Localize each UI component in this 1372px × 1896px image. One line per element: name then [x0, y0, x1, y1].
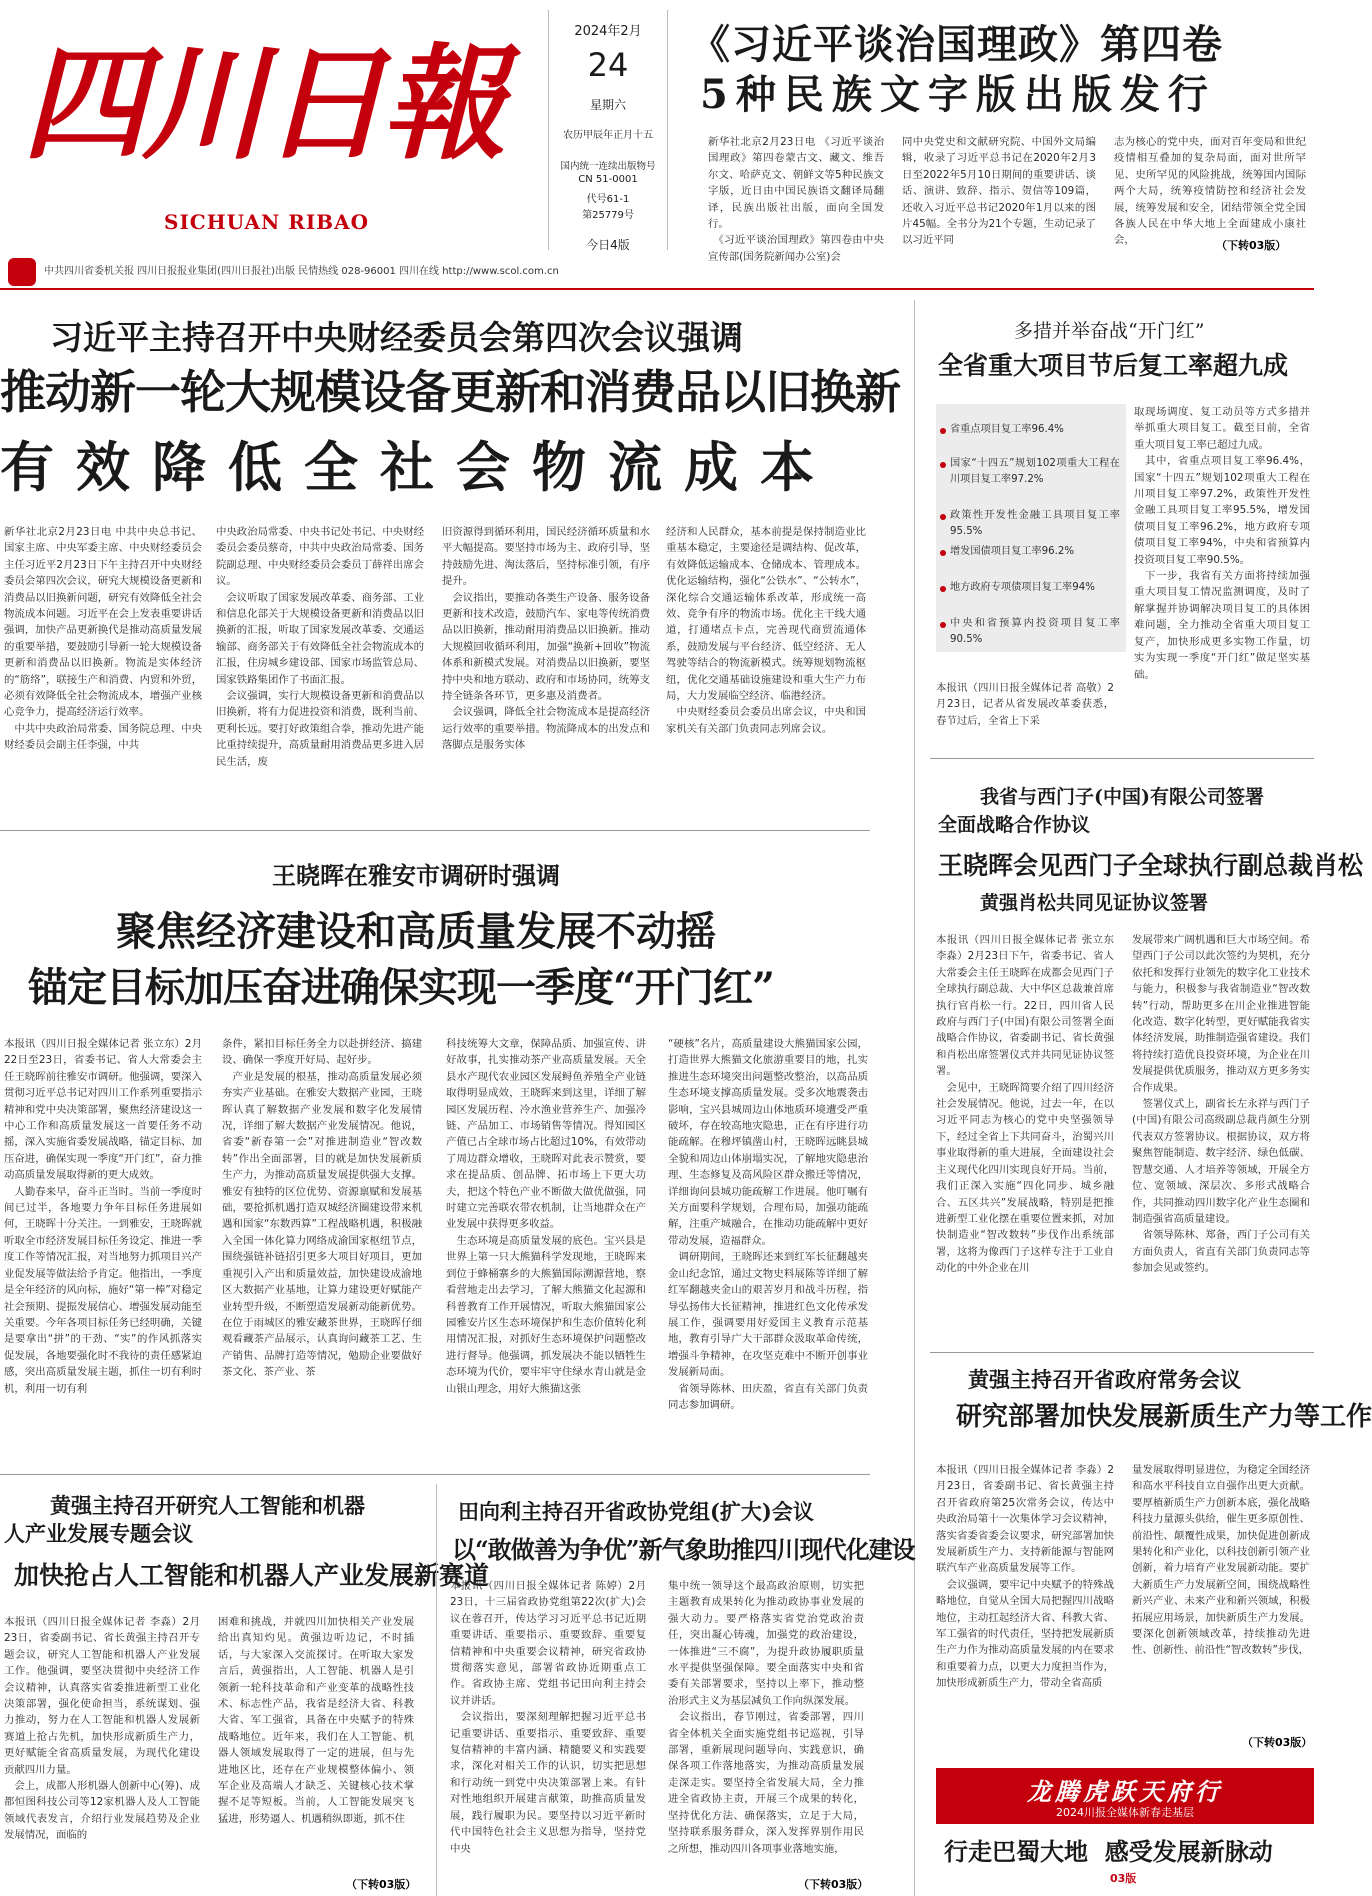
- bullet-icon: [940, 514, 946, 520]
- stat-1: 省重点项目复工率96.4%: [950, 424, 1064, 435]
- main-col-1: 新华社北京2月23日电 中共中央总书记、国家主席、中央军委主席、中央财经委员会主任习近平2月23日下午主持召开中央财经委员会第四次会议，研究大规模设备更新和消费品以旧换新问题，研究有效降低全社会物流成本问题。习近平在会上发表重要讲话强调，加快产品更新换代是推动高质量发展的重要举措，要鼓励引导新一轮大规模设备更新和消费品以旧换新。物流是实体经济的“筋络”，联接生产和消费、内贸和外贸，必须有效降低全社会物流成本，增强产业核心竞争力，提高经济运行效率。 中共中央政治局常委、国务院总理、中央财经委员会副主任李强，中共: [4, 526, 202, 752]
- publisher-icon: [8, 258, 36, 286]
- right1-bottom: 本报讯（四川日报全媒体记者 高敬）2月23日，记者从省发展改革委获悉，春节过后，全省上下采: [936, 682, 1114, 727]
- yaan-kicker: 王晓晖在雅安市调研时强调: [272, 861, 560, 890]
- huang-title: 研究部署加快发展新质生产力等工作: [956, 1402, 1372, 1432]
- stat-5: 地方政府专项债项目复工率94%: [950, 582, 1095, 593]
- ai-kicker-2: 人产业发展专题会议: [4, 1521, 193, 1546]
- top-story-col-1: 新华社北京2月23日电 《习近平谈治国理政》第四卷蒙古文、藏文、维吾尔文、哈萨克文、朝鲜文等5种民族文字版，近日由中国民族语文翻译局翻译，民族出版社出版，面向全国发行。 《习近平谈治国理政》第四卷由中央宣传部(国务院新闻办公室)会: [708, 136, 884, 263]
- right1-title: 全省重大项目节后复工率超九成: [938, 351, 1289, 380]
- stat-3: 政策性开发性金融工具项目复工率95.5%: [950, 510, 1120, 538]
- huang-kicker: 黄强主持召开省政府常务会议: [968, 1367, 1241, 1392]
- siemens-subtitle: 黄强肖松共同见证协议签署: [980, 892, 1209, 914]
- issue-day: 24: [587, 46, 629, 84]
- tian-col-2: 集中统一领导这个最高政治原则，切实把主题教育成果转化为推动政协事业发展的强大动力。要严格落实省党治党政治责任，突出凝心铸魂，加强党的政治建设，一体推进“三不腐”，为提升政协履职质量水平提供坚强保障。要全面落实中央和省委有关部署要求，坚持以上率下，推动整治形式主义为基层减负工作向纵深发展。 会议指出，春节刚过，省委部署，四川省全体机关全面实施党组书记巡视，引导部署，重新展现问题导向、实践意识，确保各项工作落地落实，为推动高质量发展走深走实。要坚持全省发展大局，全力推进全省政协主责，开展三个成果的转化，坚持优化方法、确保落实，立足于大局，坚持联系服务群众，深入发挥界别作用民之所想，推动四川各项事业落地实施，: [668, 1580, 864, 1855]
- logo-pinyin: SICHUAN RIBAO: [164, 210, 370, 234]
- top-story-col-2: 同中央党史和文献研究院、中国外文局编辑，收录了习近平总书记在2020年2月3日至2022年5月10日期间的重要讲话、谈话、演讲、致辞、指示、贺信等109篇，还收入习近平总书记2020年1月以来的图片45幅。全书分为21个专题，生动记录了以习近平同: [902, 136, 1096, 247]
- divider-ai-tian: [436, 1484, 437, 1896]
- divider-yaan: [0, 1474, 870, 1475]
- siemens-title: 王晓晖会见西门子全球执行副总裁肖松: [938, 851, 1364, 880]
- issue-month: 2024年2月: [574, 24, 642, 39]
- main-col-4: 经济和人民群众，基本前提是保持制造业比重基本稳定，主要途径是调结构、促改革，有效降低运输成本、仓储成本、管理成本。优化运输结构，强化“公铁水”、“公转水”，深化综合交通运输体系改革，形成统一高效、竞争有序的物流市场。优化主干线大通道，打通堵点卡点，完善现代商贸流通体系，鼓励发展与平台经济、低空经济、无人驾驶等结合的物流新模式。统筹规划物流枢纽，优化交通基础设施建设和重大生产力布局，大力发展临空经济、临港经济。 中央财经委员会委员出席会议，中央和国家机关有关部门负责同志列席会议。: [666, 526, 866, 735]
- issue-number: 第25779号: [582, 210, 634, 221]
- huang-continued: （下转03版）: [1242, 1736, 1313, 1749]
- issue-info-box: [548, 10, 668, 250]
- top-story-title-1: 《习近平谈治国理政》第四卷: [690, 21, 1223, 68]
- issue-lunar: 农历甲辰年正月十五: [563, 130, 653, 141]
- huang-col-1: 本报讯（四川日报全媒体记者 李淼）2月23日，省委副书记、省长黄强主持召开省政府第25次常务会议，传达中央政治局第十一次集体学习会议精神，落实省委省委会议要求，研究部署加快发展新质生产力、支持新能源与智能网联汽车产业高质量发展等工作。 会议强调，要牢记中央赋予的特殊战略地位，自觉从全国大局把握四川战略地位，主动扛起经济大省、科教大省、军工强省的时代责任，坚持把发展新质生产力作为推动高质量发展的内在要求和重要着力点，以更大力度担当作为，加快形成新质生产力，带动全省高质: [936, 1464, 1114, 1690]
- right1-col: 取现场调度、复工动员等方式多措并举抓重大项目复工。截至目前，全省重大项目复工率已超过九成。 其中，省重点项目复工率96.4%，国家“十四五”规划102项重大工程在川项目复工率97.2%，政策性开发性金融工具项目复工率95.5%，增发国债项目复工率96.2%，地方政府专项债项目复工率94%，中央和省预算内投资项目复工率90.5%。 下一步，我省有关方面将持续加强重大项目复工情况监测调度，及时了解掌握并协调解决项目复工的具体困难问题，全力推动全省重大项目复工复产，加快形成更多实物工作量，切实为实现一季度“开门红”做足坚实基础。: [1134, 406, 1310, 681]
- promo-title: 龙腾虎跃天府行: [1027, 1777, 1223, 1806]
- tian-kicker: 田向利主持召开省政协党组(扩大)会议: [458, 1499, 814, 1524]
- divider-right-2: [930, 1352, 1314, 1353]
- tian-title: 以“敢做善为争优”新气象助推四川现代化建设: [452, 1535, 915, 1564]
- bullet-icon: [940, 428, 946, 434]
- stat-4: 增发国债项目复工率96.2%: [950, 546, 1075, 557]
- publisher-line: 中共四川省委机关报 四川日报报业集团(四川日报社)出版 民情热线 028-96001 四川在线 http://www.scol.com.cn: [44, 266, 559, 277]
- tian-col-1: 本报讯（四川日报全媒体记者 陈婷）2月23日，十三届省政协党组第22次(扩大)会议在蓉召开，传达学习习近平总书记近期重要讲话、重要指示、重要致辞、重要复信精神和中央重要会议精神，研究省政协贯彻落实意见，部署省政协近期重点工作。省政协主席、党组书记田向利主持会议并讲话。 会议指出，要深刻理解把握习近平总书记重要讲话、重要指示、重要致辞、重要复信精神的丰富内涵、精髓要义和实践要求，深化对相关工作的认识，切实把思想和行动统一到党中央决策部署上来。有针对性地组织开展建言献策，助推高质量发展，践行履职为民。要坚持以习近平新时代中国特色社会主义思想为指导，坚持党中央: [450, 1580, 646, 1855]
- right1-stats-box: [936, 404, 1126, 652]
- stat-2: 国家“十四五”规划102项重大工程在川项目复工率97.2%: [950, 458, 1120, 486]
- ai-title: 加快抢占人工智能和机器人产业发展新赛道: [14, 1561, 490, 1590]
- huang-col-2: 量发展取得明显进位，为稳定全国经济和高水平科技自立自强作出更大贡献。要厚植新质生产力创新本底，强化战略科技力量源头供给，催生更多原创性、前沿性、颠覆性成果，加快促进创新成果转化和产业化，以科技创新引领产业创新，着力培育产业发展新动能。要扩大新质生产力发展新空间，围绕战略性新兴产业、未来产业和新兴领域，积极拓展应用场景，加快新质生产力发展。要深化创新领域改革，持续推动先进性、创新性、前沿性“智改数转”步伐，: [1132, 1464, 1310, 1657]
- bullet-icon: [940, 462, 946, 468]
- yaan-col-2: 条件，紧扣目标任务全力以赴拼经济、搞建设、确保一季度开好局、起好步。 产业是发展的根基，推动高质量发展必须夯实产业基础。在雅安大数据产业园，王晓晖认真了解数据产业发展和数字化发展情况，详细了解大数据产业发展情况。他说，省委“新春第一会”对推进制造业“智改数转”作出全面部署，目的就是加快发展新质生产力，为推动高质量发展提供强大支撑。雅安有独特的区位优势、资源禀赋和发展基础，要抢抓机遇打造双城经济圈建设带来机遇和国家“东数西算”工程战略机遇，积极融入全国一体化算力网络成渝国家枢纽节点，围绕强链补链招引更多大项目好项目，更加重视引入产出和质量效益，加快建设成渝地区大数据产业基地，让算力建设更好赋能产业转型升级，不断塑造发展新动能新优势。在位于雨城区的雅安藏茶世界，王晓晖仔细观看藏茶产品展示，认真询问藏茶工艺、生产销售、品牌打造等情况，勉励企业要做好茶文化、茶产业、茶: [222, 1038, 422, 1379]
- ai-col-1: 本报讯（四川日报全媒体记者 李淼）2月23日，省委副书记、省长黄强主持召开专题会议，研究人工智能和机器人产业发展工作。他强调，要坚决贯彻中央经济工作会议精神，认真落实省委推进新型工业化决策部署，强化使命担当，系统谋划、强力推动，努力在人工智能和机器人发展新赛道上抢占先机，加快形成新质生产力，更好赋能全省高质量发展，为现代化建设贡献四川力量。 会上，成都人形机器人创新中心(筹)、成都恒图科技公司等12家机器人及人工智能领域代表发言，介绍行业发展趋势及企业发展情况，面临的: [4, 1616, 200, 1842]
- bullet-icon: [940, 586, 946, 592]
- ai-col-2: 困难和挑战，并就四川加快相关产业发展给出真知灼见。黄强边听边记，不时插话，与大家深入交流探讨。在听取大家发言后，黄强指出，人工智能、机器人是引领新一轮科技革命和产业变革的战略性技术、标志性产品，我省是经济大省、科教大省、军工强省，具备在中央赋予的特殊战略地位。近年来，我们在人工智能、机器人领域发展取得了一定的进展，但与先进地区比，还存在产业规模整体偏小、领军企业及高端人才缺乏、关键核心技术掌握不足等短板。当前，人工智能发展突飞猛进，形势逼人、机遇稍纵即逝，抓不住: [218, 1616, 414, 1825]
- promo-page: 03版: [1110, 1872, 1137, 1885]
- main-col-2: 中央政治局常委、中央书记处书记、中央财经委员会委员蔡奇，中共中央政治局常委、国务院副总理、中央财经委员会委员丁薛祥出席会议。 会议听取了国家发展改革委、商务部、工业和信息化部关于大规模设备更新和消费品以旧换新的汇报，听取了国家发展改革委、交通运输部、商务部关于有效降低全社会物流成本的汇报，住房城乡建设部、国家市场监管总局、国家铁路集团作了书面汇报。 会议强调，实行大规模设备更新和消费品以旧换新，将有力促进投资和消费，既利当前、更利长远。要打好政策组合拳，推动先进产能比重持续提升，高质量耐用消费品更多进入居民生活，废: [216, 526, 424, 768]
- divider-right-1: [930, 758, 1314, 759]
- stat-6: 中央和省预算内投资项目复工率90.5%: [950, 618, 1120, 646]
- tian-continued: （下转03版）: [798, 1878, 869, 1891]
- main-kicker: 习近平主持召开中央财经委员会第四次会议强调: [50, 318, 743, 357]
- right1-kicker: 多措并举奋战“开门红”: [1014, 320, 1205, 342]
- yaan-title-1: 聚焦经济建设和高质量发展不动摇: [116, 908, 716, 955]
- bullet-icon: [940, 550, 946, 556]
- issue-weekday: 星期六: [589, 98, 626, 112]
- issn-number: CN 51-0001: [578, 174, 638, 185]
- promo-banner: [936, 1768, 1314, 1824]
- promo-headline: 行走巴蜀大地 感受发展新脉动: [944, 1837, 1273, 1866]
- top-story-continued: （下转03版）: [1216, 239, 1287, 252]
- siemens-kicker-2: 全面战略合作协议: [938, 814, 1091, 836]
- main-title-1: 推动新一轮大规模设备更新和消费品以旧换新: [0, 365, 900, 419]
- siemens-kicker-1: 我省与西门子(中国)有限公司签署: [980, 786, 1264, 808]
- yaan-col-4: “硬核”名片，高质量建设大熊猫国家公园，打造世界大熊猫文化旅游重要目的地，扎实推进生态环境突出问题整改整治，以高品质生态环境支撑高质量发展。受多次地震袭击影响，宝兴县城周边山体地质环境遭受严重破坏，存在较高地灾隐患，正在有序进行功能疏解。在穆坪镇凿山村，王晓晖远眺县城全貌和周边山体崩塌实况，了解地灾隐患治理、生态修复及高风险区群众搬迁等情况，详细询问县城功能疏解工作进展。他叮嘱有关方面要科学规划，合理布局，加强功能疏解，注重产城融合，在推动功能疏解中更好带动发展，造福群众。 调研期间，王晓晖还来到红军长征翻越夹金山纪念馆，通过文物史料展陈等详细了解红军翻越夹金山的艰苦岁月和战斗历程，指导弘扬伟大长征精神，推进红色文化传承发展工作，强调要用好爱国主义教育示范基地，教育引导广大干部群众汲取革命传统，增强斗争精神，在攻坚克难中不断开创事业发展新局面。 省领导陈林、田庆盈，省直有关部门负责同志参加调研。: [668, 1038, 868, 1411]
- yaan-col-3: 科技统筹大文章，保障品质、加强宣传、讲好故事，扎实推动茶产业高质量发展。天全县水产现代农业园区发展鲟鱼养殖全产业链取得明显成效，王晓晖来到这里，详细了解园区发展历程、冷水渔业营养生产、加强冷链、产品加工、市场销售等情况。得知园区产值已占全球市场占比超过10%，有效带动了周边群众增收，王晓晖对此表示赞赏，要求在提品质、创品牌、拓市场上下更大功夫，把这个特色产业不断做大做优做强，同时建立完善联农带农机制，让当地群众在产业发展中获得更多收益。 生态环境是高质量发展的底色。宝兴县是世界上第一只大熊猫科学发现地，王晓晖来到位于蜂桶寨乡的大熊猫国际溯源营地，察看营地走出去学习，了解大熊猫文化起源和科普教育工作开展情况，听取大熊猫国家公园雅安片区生态环境保护和生态价值转化利用情况汇报，对抓好生态环境保护问题整改进行督导。他强调，抓发展决不能以牺牲生态环境为代价，要牢牢守住绿水青山就是金山银山理念，用好大熊猫这张: [446, 1038, 646, 1395]
- ai-kicker-1: 黄强主持召开研究人工智能和机器: [50, 1493, 365, 1518]
- page-count: 今日4版: [586, 238, 630, 252]
- siemens-col-1: 本报讯（四川日报全媒体记者 张立东 李淼）2月23日下午，省委书记、省人大常委会主任王晓晖在成都会见西门子全球执行副总裁、大中华区总裁兼首席执行官肖松一行。22日，四川省人民政府与西门子(中国)有限公司签署全面战略合作协议，省委副书记、省长黄强和肖松出席签署仪式并共同见证协议签署。 会见中，王晓晖简要介绍了四川经济社会发展情况。他说，过去一年，在以习近平同志为核心的党中央坚强领导下，经过全省上下共同奋斗，治蜀兴川事业取得新的重大进展，全面建设社会主义现代化四川实现良好开局。当前，我们正深入实施“四化同步、城乡融合、五区共兴”发展战略，特别是把推进新型工业化摆在重要位置来抓，对加快制造业“智改数转”步伐作出系统部署，这将为像西门子这样专注于工业自动化的中外企业在川: [936, 934, 1114, 1275]
- masthead-rule: [0, 288, 1314, 290]
- main-title-2: 有效降低全社会物流成本: [0, 435, 836, 499]
- top-story-title-2: 5种民族文字版出版发行: [700, 71, 1216, 118]
- ai-continued: （下转03版）: [346, 1878, 417, 1891]
- divider-right-column: [914, 300, 915, 1896]
- top-story-col-3: 志为核心的党中央，面对百年变局和世纪疫情相互叠加的复杂局面，面对世所罕见、史所罕见的风险挑战，统筹国内国际两个大局，统筹疫情防控和经济社会发展，统筹发展和安全，团结带领全党全国各族人民在中华大地上全面建成小康社会，: [1114, 136, 1306, 247]
- issn-label: 国内统一连续出版物号: [560, 161, 656, 172]
- siemens-col-2: 发展带来广阔机遇和巨大市场空间。希望西门子公司以此次签约为契机，充分依托和发挥行业领先的数字化工业技术与能力，积极参与我省制造业“智改数转”行动，帮助更多在川企业推进智能化改造、数字化转型，更好赋能我省实体经济发展，助推制造强省建设。我们将持续打造优良投资环境，为企业在川发展提供优质服务，推动双方更多务实合作成果。 签署仪式上，副省长左永祥与西门子(中国)有限公司高级副总裁肖颜生分别代表双方签署协议。根据协议，双方将聚焦智能制造、数字经济、绿色低碳、智慧交通、人才培养等领域，开展全方位、宽领域、深层次、多形式战略合作，共同推动四川数字化产业生态圈和制造强省高质量建设。 省领导陈林、郑备，西门子公司有关方面负责人，省直有关部门负责同志等参加会见或签约。: [1132, 934, 1310, 1275]
- main-col-3: 旧资源得到循环利用，国民经济循环质量和水平大幅提高。要坚持市场为主、政府引导，坚持鼓励先进、淘汰落后，坚持标准引领，有序提升。 会议指出，要推动各类生产设备、服务设备更新和技术改造，鼓励汽车、家电等传统消费品以旧换新，推动耐用消费品以旧换新。推动大规模回收循环利用，加强“换新+回收”物流体系和新模式发展。对消费品以旧换新，要坚持中央和地方联动、政府和市场协同，统筹支持全链条各环节，更多惠及消费者。 会议强调，降低全社会物流成本是提高经济运行效率的重要举措。物流降成本的出发点和落脚点是服务实体: [442, 526, 650, 752]
- yaan-col-1: 本报讯（四川日报全媒体记者 张立东）2月22日至23日，省委书记、省人大常委会主任王晓晖前往雅安市调研。他强调，要深入贯彻习近平总书记对四川工作系列重要指示精神和党中央决策部署，聚焦经济建设这一中心工作和高质量发展这一首要任务不动摇，深入实施省委发展战略，锚定目标、加压奋进，确保实现一季度“开门红”，奋力推动高质量发展取得新的更大成效。 人勤春来早，奋斗正当时。当前一季度时间已过半，各地要力争年目标任务进展如何，王晓晖十分关注。一到雅安，王晓晖就听取全市经济发展目标任务设定、推进一季度工作等情况汇报，对当地努力抓项目兴产业促发展等做法给予肯定。他指出，一季度是全年经济的风向标，施好“第一棒”对稳定社会预期、提振发展信心、增强发展动能至关重要。今年各项目标任务已经明确，关键是要拿出“拼”的干劲、“实”的作风抓落实促发展，各地要强化时不我待的责任感紧迫感，突出高质量发展主题，抓住一切有利时机，利用一切有利: [4, 1038, 202, 1395]
- postal-code: 代号61-1: [586, 194, 630, 205]
- newspaper-logo: 四川日報: [22, 32, 503, 177]
- yaan-title-2: 锚定目标加压奋进确保实现一季度“开门红”: [28, 964, 775, 1011]
- bullet-icon: [940, 622, 946, 628]
- promo-subtitle: 2024川报全媒体新春走基层: [1056, 1806, 1194, 1819]
- divider-main: [0, 830, 870, 831]
